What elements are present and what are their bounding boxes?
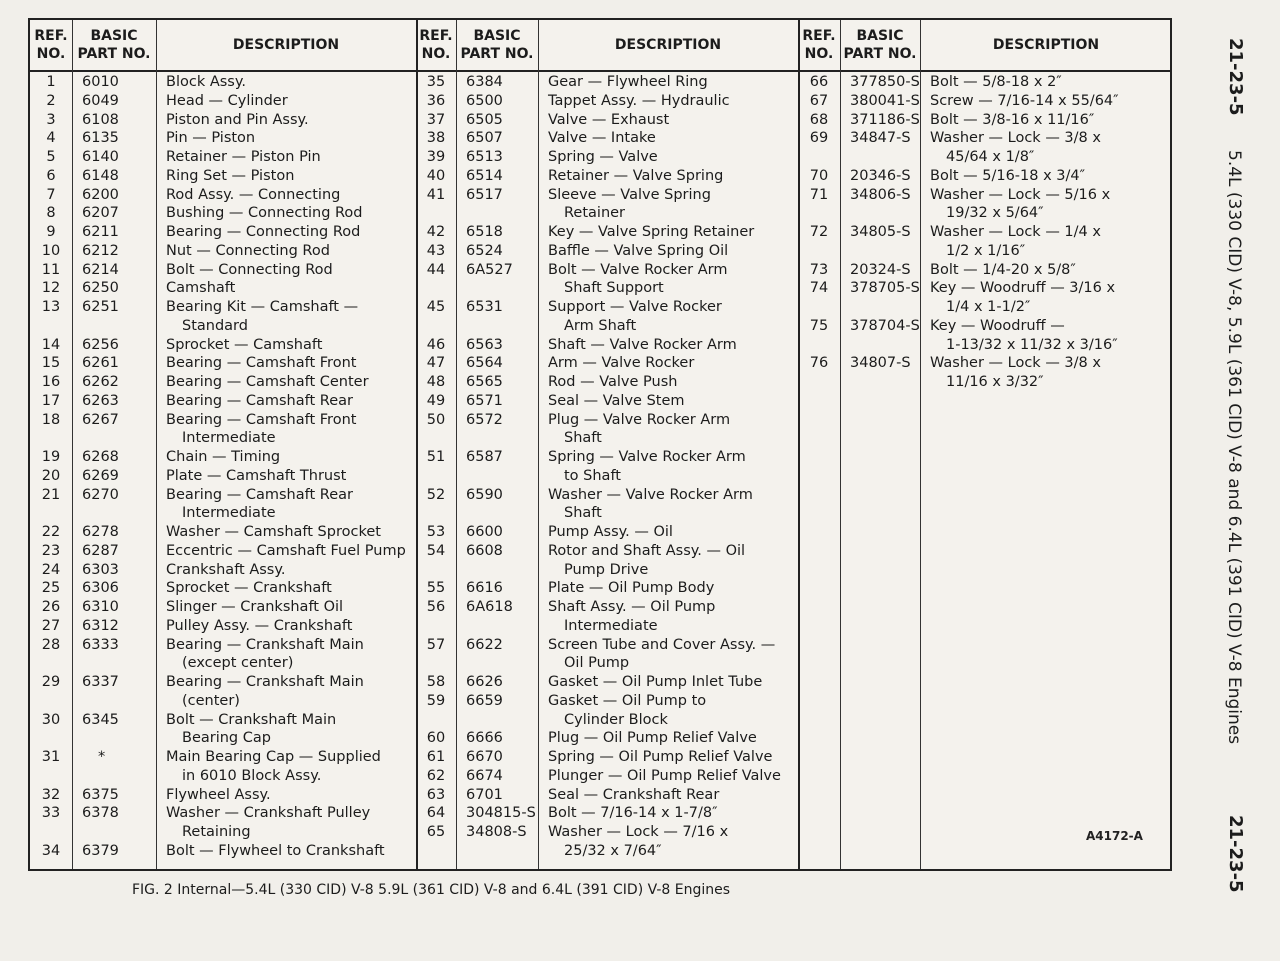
part-description-continued: 1-13/32 x 11/32 x 3/16″	[946, 336, 1118, 353]
ref-number: 29	[41, 674, 61, 690]
ref-number: 11	[41, 261, 61, 278]
ref-number: 44	[426, 261, 446, 278]
ref-number: 10	[41, 242, 61, 259]
basic-part-number: 6378	[82, 805, 119, 822]
basic-part-number: 6312	[82, 617, 119, 634]
part-description: Plate — Oil Pump Body	[548, 580, 715, 597]
ref-number: 13	[41, 299, 61, 315]
part-description: Washer — Lock — 3/8 x	[930, 355, 1101, 372]
ref-number: 4	[46, 130, 56, 147]
basic-part-number: 20324-S	[850, 261, 911, 278]
part-description: Key — Woodruff —	[930, 317, 1065, 334]
part-description: Plug — Oil Pump Relief Valve	[548, 730, 757, 747]
part-description-continued: Bearing Cap	[182, 730, 271, 747]
part-description-continued: Retaining	[182, 824, 251, 840]
part-description-continued: Arm Shaft	[564, 317, 637, 334]
ref-number: 15	[41, 355, 61, 372]
part-description: Valve — Intake	[548, 130, 656, 147]
ref-number: 40	[426, 167, 446, 184]
part-description: Washer — Camshaft Sprocket	[166, 524, 381, 540]
ref-number: 55	[426, 580, 446, 597]
ref-number: 17	[41, 392, 61, 409]
part-description: Bearing — Camshaft Front	[166, 355, 357, 372]
basic-part-number: 6251	[82, 299, 119, 315]
ref-number: 75	[809, 317, 829, 334]
part-description: Shaft — Valve Rocker Arm	[548, 336, 737, 353]
basic-part-number: 380041-S	[850, 92, 920, 109]
basic-part-number: 6517	[466, 186, 503, 203]
ref-number: 22	[41, 524, 61, 540]
part-description-continued: (except center)	[182, 655, 294, 672]
ref-number: 35	[426, 74, 446, 90]
ref-number: 70	[809, 167, 829, 184]
ref-number: 16	[41, 374, 61, 390]
part-description-continued: Shaft	[564, 505, 602, 522]
ref-number: 53	[426, 524, 446, 540]
ref-number: 54	[426, 542, 446, 559]
ref-number: 7	[46, 186, 56, 203]
part-description-continued: in 6010 Block Assy.	[182, 767, 322, 784]
ref-number: 3	[46, 111, 56, 128]
part-description-continued: 11/16 x 3/32″	[946, 374, 1044, 390]
ref-number: 68	[809, 111, 829, 128]
basic-part-number: 6701	[466, 786, 503, 803]
basic-part-number: 6140	[82, 149, 119, 165]
basic-part-number: 6287	[82, 542, 119, 559]
part-description: Washer — Valve Rocker Arm	[548, 486, 753, 503]
basic-part-number: 6572	[466, 411, 503, 428]
basic-part-number: 6345	[82, 711, 119, 728]
basic-part-number: 6500	[466, 92, 503, 109]
basic-part-number: 6626	[466, 674, 503, 690]
basic-part-number: 6267	[82, 411, 119, 428]
basic-part-number: 6563	[466, 336, 503, 353]
basic-part-number: 6010	[82, 74, 119, 90]
part-description-continued: Standard	[182, 317, 248, 334]
part-description: Bushing — Connecting Rod	[166, 205, 363, 222]
part-description: Rotor and Shaft Assy. — Oil	[548, 542, 746, 559]
ref-number: 20	[41, 467, 61, 484]
part-description: Plunger — Oil Pump Relief Valve	[548, 767, 781, 784]
part-description: Chain — Timing	[166, 449, 281, 465]
ref-number: 74	[809, 280, 829, 297]
ref-number: 59	[426, 692, 446, 709]
ref-number: 32	[41, 786, 61, 803]
basic-part-number: 6263	[82, 392, 119, 409]
part-description: Arm — Valve Rocker	[548, 355, 695, 372]
part-description: Valve — Exhaust	[548, 111, 670, 128]
part-description: Eccentric — Camshaft Fuel Pump	[166, 542, 406, 559]
part-description: Plug — Valve Rocker Arm	[548, 411, 731, 428]
header-ref-no: REF. NO.	[802, 28, 836, 62]
basic-part-number: 377850-S	[850, 74, 920, 90]
basic-part-number: 6212	[82, 242, 119, 259]
part-description: Key — Valve Spring Retainer	[548, 224, 755, 240]
ref-number: 6	[46, 167, 56, 184]
part-description: Piston and Pin Assy.	[166, 111, 309, 128]
basic-part-number: 6513	[466, 149, 503, 165]
part-description: Retainer — Valve Spring	[548, 167, 724, 184]
basic-part-number: 20346-S	[850, 167, 911, 184]
basic-part-number: 34806-S	[850, 186, 911, 203]
part-description: Pin — Piston	[166, 130, 256, 147]
basic-part-number: 6200	[82, 186, 119, 203]
basic-part-number: 6270	[82, 486, 119, 503]
header-basic-part-no: BASIC PART NO.	[460, 28, 534, 62]
ref-number: 42	[426, 224, 446, 240]
basic-part-number: 6531	[466, 299, 503, 315]
part-description: Bearing — Crankshaft Main	[166, 636, 364, 653]
part-description: Bolt — Flywheel to Crankshaft	[166, 842, 385, 859]
ref-number: 39	[426, 149, 446, 165]
part-description: Seal — Crankshaft Rear	[548, 786, 720, 803]
part-description: Bolt — 7/16-14 x 1-7/8″	[548, 805, 718, 822]
ref-number: 72	[809, 224, 829, 240]
basic-part-number: 6214	[82, 261, 119, 278]
part-description: Pulley Assy. — Crankshaft	[166, 617, 353, 634]
part-description: Baffle — Valve Spring Oil	[548, 242, 729, 259]
basic-part-number: 6207	[82, 205, 119, 222]
part-description: Ring Set — Piston	[166, 167, 295, 184]
ref-number: 38	[426, 130, 446, 147]
part-description: Bolt — 5/16-18 x 3/4″	[930, 167, 1086, 184]
figure-code: A4172-A	[1086, 829, 1143, 843]
basic-part-number: 304815-S	[466, 805, 536, 822]
ref-number: 67	[809, 92, 829, 109]
basic-part-number: 6337	[82, 674, 119, 690]
part-description: Spring — Oil Pump Relief Valve	[548, 749, 773, 765]
basic-part-number: 34807-S	[850, 355, 911, 372]
header-description: DESCRIPTION	[232, 37, 340, 53]
part-description: Bearing — Camshaft Rear	[166, 486, 353, 503]
part-description: Screen Tube and Cover Assy. —	[548, 636, 776, 653]
basic-part-number: 6505	[466, 111, 503, 128]
basic-part-number: 6384	[466, 74, 503, 90]
ref-number: 12	[41, 280, 61, 297]
part-description: Bearing — Connecting Rod	[166, 224, 361, 240]
ref-number: 37	[426, 111, 446, 128]
part-description: Rod Assy. — Connecting	[166, 186, 341, 203]
side-page-number-bottom: 21-23-5	[1225, 815, 1246, 893]
part-description-continued: 19/32 x 5/64″	[946, 205, 1044, 222]
side-page-number-top: 21-23-5	[1225, 38, 1246, 116]
ref-number: 76	[809, 355, 829, 372]
ref-number: 63	[426, 786, 446, 803]
basic-part-number: 6262	[82, 374, 119, 390]
ref-number: 45	[426, 299, 446, 315]
ref-number: 64	[426, 805, 446, 822]
side-section-title: 5.4L (330 CID) V-8, 5.9L (361 CID) V-8 and 6.4L (391 CID) V-8 Engines	[1224, 150, 1244, 745]
basic-part-number: 378704-S	[850, 317, 920, 334]
part-description-continued: 25/32 x 7/64″	[564, 842, 662, 859]
part-description: Tappet Assy. — Hydraulic	[548, 92, 730, 109]
part-description: Seal — Valve Stem	[548, 392, 685, 409]
ref-number: 36	[426, 92, 446, 109]
ref-number: 50	[426, 411, 446, 428]
basic-part-number: 6135	[82, 130, 119, 147]
part-description-continued: to Shaft	[564, 467, 621, 484]
part-description: Key — Woodruff — 3/16 x	[930, 280, 1116, 297]
basic-part-number: 6659	[466, 692, 503, 709]
parts-table	[28, 18, 1172, 871]
ref-number: 5	[46, 149, 56, 165]
part-description: Bolt — Connecting Rod	[166, 261, 333, 278]
part-description: Crankshaft Assy.	[166, 561, 286, 578]
ref-number: 48	[426, 374, 446, 390]
basic-part-number: 6256	[82, 336, 119, 353]
ref-number: 66	[809, 74, 829, 90]
basic-part-number: 6571	[466, 392, 503, 409]
part-description: Slinger — Crankshaft Oil	[166, 599, 344, 615]
ref-number: 25	[41, 580, 61, 597]
part-description-continued: Shaft Support	[564, 280, 664, 297]
ref-number: 1	[46, 74, 56, 90]
part-description: Washer — Lock — 5/16 x	[930, 186, 1111, 203]
part-description: Screw — 7/16-14 x 55/64″	[930, 92, 1119, 109]
ref-number: 57	[426, 636, 446, 653]
part-description: Retainer — Piston Pin	[166, 149, 321, 165]
part-description: Main Bearing Cap — Supplied	[166, 749, 381, 765]
part-description-continued: Pump Drive	[564, 561, 649, 578]
part-description-continued: Cylinder Block	[564, 711, 668, 728]
basic-part-number: 6524	[466, 242, 503, 259]
basic-part-number: 6A618	[466, 599, 513, 615]
ref-number: 26	[41, 599, 61, 615]
ref-number: 19	[41, 449, 61, 465]
part-description: Rod — Valve Push	[548, 374, 678, 390]
basic-part-number: 6587	[466, 449, 503, 465]
basic-part-number: 6148	[82, 167, 119, 184]
header-basic-part-no: BASIC PART NO.	[843, 28, 917, 62]
basic-part-number: 6600	[466, 524, 503, 540]
column-divider	[538, 20, 539, 869]
part-description: Washer — Lock — 7/16 x	[548, 824, 729, 840]
basic-part-number: 6622	[466, 636, 503, 653]
part-description: Bolt — 3/8-16 x 11/16″	[930, 111, 1095, 128]
ref-number: 49	[426, 392, 446, 409]
ref-number: 9	[46, 224, 56, 240]
ref-number: 24	[41, 561, 61, 578]
basic-part-number: *	[98, 749, 106, 765]
part-description: Bolt — Crankshaft Main	[166, 711, 337, 728]
ref-number: 61	[426, 749, 446, 765]
basic-part-number: 378705-S	[850, 280, 920, 297]
part-description: Pump Assy. — Oil	[548, 524, 673, 540]
basic-part-number: 6268	[82, 449, 119, 465]
header-description: DESCRIPTION	[992, 37, 1100, 53]
basic-part-number: 34847-S	[850, 130, 911, 147]
ref-number: 8	[46, 205, 56, 222]
part-description: Bolt — 5/8-18 x 2″	[930, 74, 1062, 90]
part-description: Gasket — Oil Pump to	[548, 692, 707, 709]
header-ref-no: REF. NO.	[419, 28, 453, 62]
basic-part-number: 6310	[82, 599, 119, 615]
part-description: Spring — Valve	[548, 149, 658, 165]
basic-part-number: 6608	[466, 542, 503, 559]
basic-part-number: 6507	[466, 130, 503, 147]
basic-part-number: 6049	[82, 92, 119, 109]
column-divider	[840, 20, 841, 869]
ref-number: 65	[426, 824, 446, 840]
part-description: Nut — Connecting Rod	[166, 242, 330, 259]
basic-part-number: 6108	[82, 111, 119, 128]
ref-number: 14	[41, 336, 61, 353]
ref-number: 41	[426, 186, 446, 203]
figure-caption: FIG. 2 Internal—5.4L (330 CID) V-8 5.9L (361 CID) V-8 and 6.4L (391 CID) V-8 Engines	[132, 882, 731, 898]
basic-part-number: 6514	[466, 167, 503, 184]
part-description-continued: Intermediate	[182, 430, 276, 447]
basic-part-number: 6518	[466, 224, 503, 240]
ref-number: 23	[41, 542, 61, 559]
part-description: Camshaft	[166, 280, 236, 297]
header-basic-part-no: BASIC PART NO.	[77, 28, 151, 62]
column-divider	[156, 20, 157, 869]
basic-part-number: 6375	[82, 786, 119, 803]
part-description: Block Assy.	[166, 74, 246, 90]
part-description-continued: 1/2 x 1/16″	[946, 242, 1026, 259]
part-description: Bearing Kit — Camshaft —	[166, 299, 359, 315]
basic-part-number: 6564	[466, 355, 503, 372]
part-description: Gasket — Oil Pump Inlet Tube	[548, 674, 763, 690]
ref-number: 71	[809, 186, 829, 203]
ref-number: 60	[426, 730, 446, 747]
header-description: DESCRIPTION	[614, 37, 722, 53]
part-description: Head — Cylinder	[166, 92, 288, 109]
basic-part-number: 6306	[82, 580, 119, 597]
ref-number: 33	[41, 805, 61, 822]
part-description-continued: Shaft	[564, 430, 602, 447]
basic-part-number: 6616	[466, 580, 503, 597]
basic-part-number: 6379	[82, 842, 119, 859]
part-description-continued: (center)	[182, 692, 240, 709]
ref-number: 52	[426, 486, 446, 503]
basic-part-number: 34808-S	[466, 824, 527, 840]
basic-part-number: 6303	[82, 561, 119, 578]
part-description: Washer — Crankshaft Pulley	[166, 805, 371, 822]
part-description-continued: 45/64 x 1/8″	[946, 149, 1035, 165]
ref-number: 58	[426, 674, 446, 690]
ref-number: 27	[41, 617, 61, 634]
basic-part-number: 6278	[82, 524, 119, 540]
header-ref-no: REF. NO.	[34, 28, 68, 62]
basic-part-number: 6670	[466, 749, 503, 765]
ref-number: 2	[46, 92, 56, 109]
part-description: Plate — Camshaft Thrust	[166, 467, 347, 484]
basic-part-number: 6250	[82, 280, 119, 297]
part-description: Bearing — Crankshaft Main	[166, 674, 364, 690]
part-description: Shaft Assy. — Oil Pump	[548, 599, 716, 615]
header-divider	[30, 70, 1170, 72]
part-description: Bolt — Valve Rocker Arm	[548, 261, 728, 278]
ref-number: 30	[41, 711, 61, 728]
basic-part-number: 34805-S	[850, 224, 911, 240]
basic-part-number: 6A527	[466, 261, 513, 278]
ref-number: 62	[426, 767, 446, 784]
part-description: Spring — Valve Rocker Arm	[548, 449, 746, 465]
basic-part-number: 6666	[466, 730, 503, 747]
ref-number: 56	[426, 599, 446, 615]
column-divider	[920, 20, 921, 869]
part-description: Sprocket — Crankshaft	[166, 580, 332, 597]
part-description: Bearing — Camshaft Center	[166, 374, 369, 390]
basic-part-number: 6565	[466, 374, 503, 390]
part-description: Bolt — 1/4-20 x 5/8″	[930, 261, 1076, 278]
basic-part-number: 371186-S	[850, 111, 920, 128]
part-description-continued: Oil Pump	[564, 655, 630, 672]
part-description: Flywheel Assy.	[166, 786, 271, 803]
column-divider	[72, 20, 73, 869]
column-divider	[456, 20, 457, 869]
part-description-continued: Retainer	[564, 205, 626, 222]
part-description: Sprocket — Camshaft	[166, 336, 323, 353]
part-description: Sleeve — Valve Spring	[548, 186, 711, 203]
ref-number: 46	[426, 336, 446, 353]
ref-number: 43	[426, 242, 446, 259]
ref-number: 28	[41, 636, 61, 653]
part-description: Washer — Lock — 3/8 x	[930, 130, 1101, 147]
basic-part-number: 6674	[466, 767, 503, 784]
part-description: Bearing — Camshaft Front	[166, 411, 357, 428]
basic-part-number: 6590	[466, 486, 503, 503]
basic-part-number: 6269	[82, 467, 119, 484]
ref-number: 47	[426, 355, 446, 372]
basic-part-number: 6211	[82, 224, 119, 240]
ref-number: 18	[41, 411, 61, 428]
part-description-continued: 1/4 x 1-1/2″	[946, 299, 1031, 315]
part-description: Support — Valve Rocker	[548, 299, 722, 315]
ref-number: 34	[41, 842, 61, 859]
part-description: Gear — Flywheel Ring	[548, 74, 708, 90]
ref-number: 51	[426, 449, 446, 465]
ref-number: 69	[809, 130, 829, 147]
part-description-continued: Intermediate	[182, 505, 276, 522]
ref-number: 31	[41, 749, 61, 765]
ref-number: 73	[809, 261, 829, 278]
basic-part-number: 6333	[82, 636, 119, 653]
part-description-continued: Intermediate	[564, 617, 658, 634]
part-description: Bearing — Camshaft Rear	[166, 392, 353, 409]
basic-part-number: 6261	[82, 355, 119, 372]
ref-number: 21	[41, 486, 61, 503]
part-description: Washer — Lock — 1/4 x	[930, 224, 1101, 240]
